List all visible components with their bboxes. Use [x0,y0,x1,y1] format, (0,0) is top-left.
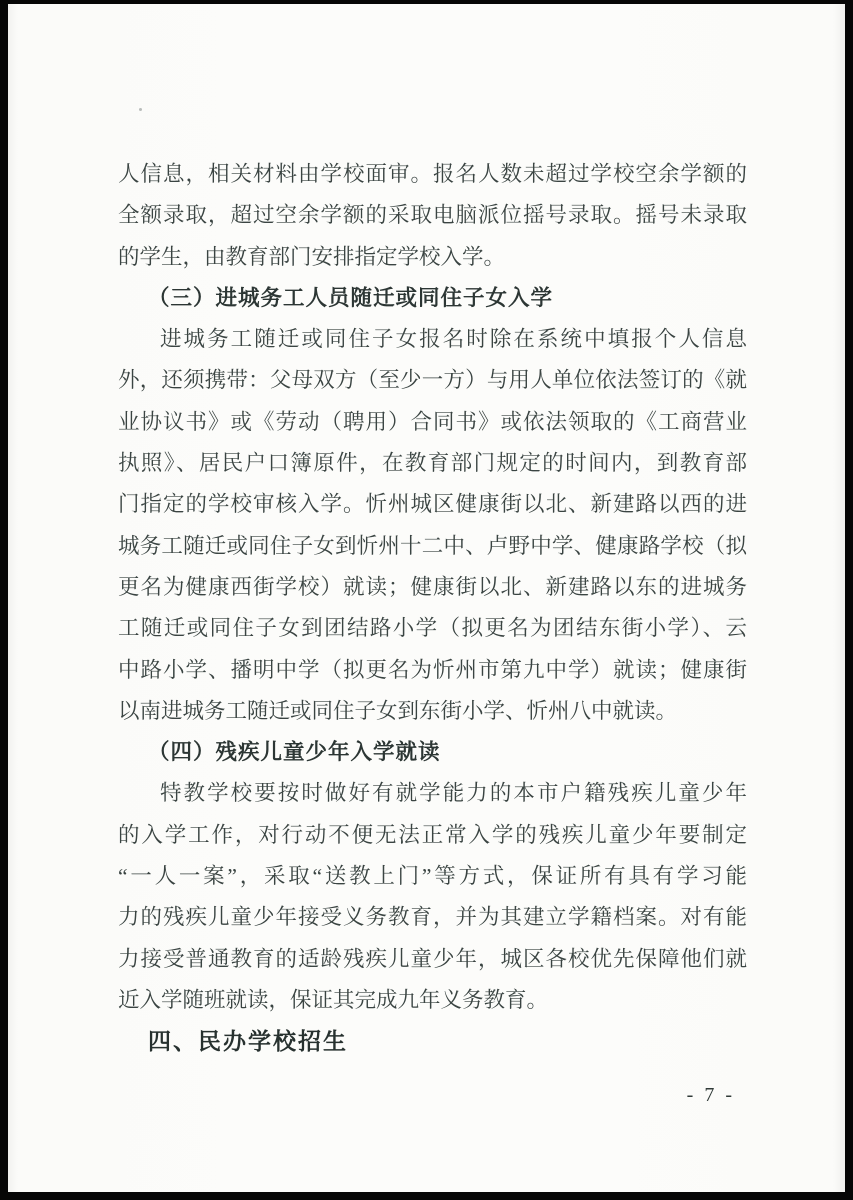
subsection-heading-4: （四）残疾儿童少年入学就读 [148,740,441,765]
body-line: 外，还须携带：父母双方（至少一方）与用人单位依法签订的《就 [118,368,747,393]
body-line: 门指定的学校审核入学。忻州城区健康街以北、新建路以西的进 [118,492,747,517]
section-heading-4: 四、民办学校招生 [148,1028,348,1055]
body-line: 力接受普通教育的适龄残疾儿童少年，城区各校优先保障他们就 [118,946,747,971]
page-number: - 7 - [686,1084,735,1106]
body-line: 的学生，由教育部门安排指定学校入学。 [118,244,506,269]
body-line: 全额录取，超过空余学额的采取电脑派位摇号录取。摇号未录取 [118,203,747,228]
document-body [118,154,747,1063]
subsection-heading-3: （三）进城务工人员随迁或同住子女入学 [148,285,554,310]
body-line: 工随迁或同住子女到团结路小学（拟更名为团结东街小学）、云 [118,616,747,641]
body-line: 进城务工随迁或同住子女报名时除在系统中填报个人信息 [160,327,747,352]
body-line: 以南进城务工随迁或同住子女到东街小学、忻州八中就读。 [118,698,678,723]
body-line: 更名为健康西街学校）就读；健康街以北、新建路以东的进城务 [118,574,747,599]
body-line: 特教学校要按时做好有就学能力的本市户籍残疾儿童少年 [160,781,747,806]
body-line: 执照》、居民户口簿原件，在教育部门规定的时间内，到教育部 [118,451,747,476]
body-line: “一人一案”，采取“送教上门”等方式，保证所有具有学习能 [118,864,747,889]
scan-speck [139,108,142,111]
body-line: 城务工随迁或同住子女到忻州十二中、卢野中学、健康路学校（拟 [118,533,747,558]
body-line: 业协议书》或《劳动（聘用）合同书》或依法领取的《工商营业 [118,409,747,434]
body-line: 中路小学、播明中学（拟更名为忻州市第九中学）就读；健康街 [118,657,747,682]
body-line: 人信息，相关材料由学校面审。报名人数未超过学校空余学额的 [118,162,747,186]
body-line: 的入学工作，对行动不便无法正常入学的残疾儿童少年要制定 [118,822,747,847]
document-page [8,4,845,1192]
body-line: 近入学随班就读，保证其完成九年义务教育。 [118,987,549,1012]
body-line: 力的残疾儿童少年接受义务教育，并为其建立学籍档案。对有能 [118,905,747,930]
